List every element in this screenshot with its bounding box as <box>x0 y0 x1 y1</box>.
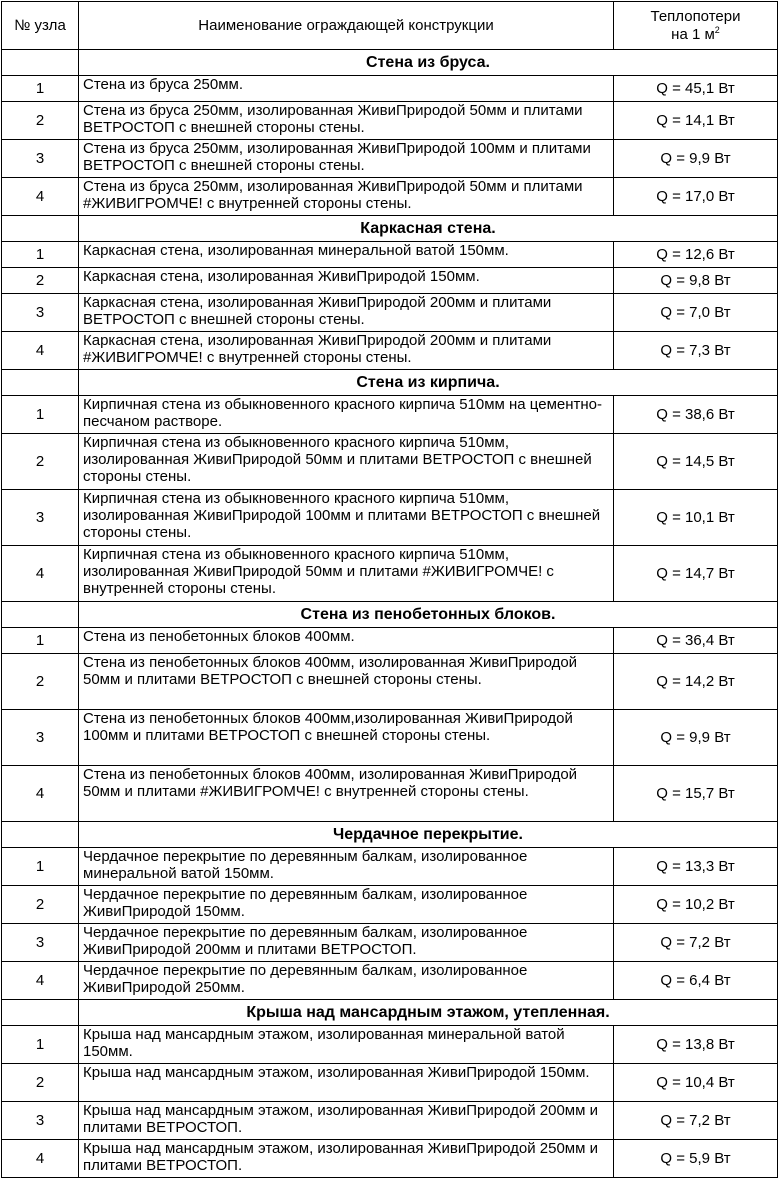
heat-loss-value-cell: Q = 12,6 Вт <box>614 242 778 268</box>
construction-description-cell: Стена из бруса 250мм. <box>79 76 614 102</box>
table-row <box>2 546 778 602</box>
table-row <box>2 766 778 822</box>
section-title: Чердачное перекрытие. <box>79 822 778 848</box>
header-node-number: № узла <box>2 2 79 50</box>
heat-loss-value-cell: Q = 9,8 Вт <box>614 268 778 294</box>
node-number-cell: 3 <box>2 710 79 766</box>
construction-description-cell: Каркасная стена, изолированная минеральной ватой 150мм. <box>79 242 614 268</box>
table-row <box>2 140 778 178</box>
heat-loss-value-cell: Q = 17,0 Вт <box>614 178 778 216</box>
header-heat-loss-line1: Теплопотери <box>650 7 741 25</box>
section-empty-cell <box>2 822 79 848</box>
table-row <box>2 924 778 962</box>
heat-loss-value-cell: Q = 5,9 Вт <box>614 1140 778 1178</box>
table-row <box>2 1140 778 1178</box>
node-number-cell: 4 <box>2 546 79 602</box>
header-heat-loss-line2 <box>618 26 773 44</box>
node-number-cell: 3 <box>2 1102 79 1140</box>
header-construction-name: Наименование ограждающей конструкции <box>79 2 614 50</box>
table-row <box>2 1064 778 1102</box>
construction-description-cell: Каркасная стена, изолированная ЖивиПриродой 200мм и плитами #ЖИВИГРОМЧЕ! с внутренней стороны стены. <box>79 332 614 370</box>
table-row <box>2 332 778 370</box>
table-row <box>2 1102 778 1140</box>
heat-loss-value-cell: Q = 14,7 Вт <box>614 546 778 602</box>
header-heat-loss <box>614 2 778 50</box>
section-header-row <box>2 1000 778 1026</box>
construction-description-cell: Стена из бруса 250мм, изолированная ЖивиПриродой 100мм и плитами ВЕТРОСТОП с внешней стороны стены. <box>79 140 614 178</box>
header-row <box>2 2 778 50</box>
table-row <box>2 268 778 294</box>
header-heat-loss-unit: на 1 м <box>671 25 715 43</box>
node-number-cell: 4 <box>2 766 79 822</box>
section-header-row <box>2 602 778 628</box>
construction-description-cell: Стена из пенобетонных блоков 400мм. <box>79 628 614 654</box>
construction-description-cell: Кирпичная стена из обыкновенного красного кирпича 510мм на цементно-песчаном растворе. <box>79 396 614 434</box>
construction-description-cell: Стена из бруса 250мм, изолированная ЖивиПриродой 50мм и плитами #ЖИВИГРОМЧЕ! с внутренней стороны стены. <box>79 178 614 216</box>
construction-description-cell: Кирпичная стена из обыкновенного красного кирпича 510мм, изолированная ЖивиПриродой 50мм и плитами ВЕТРОСТОП с внешней стороны стены. <box>79 434 614 490</box>
node-number-cell: 1 <box>2 848 79 886</box>
node-number-cell: 2 <box>2 434 79 490</box>
section-title: Стена из кирпича. <box>79 370 778 396</box>
node-number-cell: 1 <box>2 242 79 268</box>
section-header-row <box>2 216 778 242</box>
heat-loss-value-cell: Q = 7,2 Вт <box>614 924 778 962</box>
node-number-cell: 4 <box>2 178 79 216</box>
heat-loss-value-cell: Q = 38,6 Вт <box>614 396 778 434</box>
construction-description-cell: Стена из пенобетонных блоков 400мм, изолированная ЖивиПриродой 50мм и плитами ВЕТРОСТОП с внешней стороны стены. <box>79 654 614 710</box>
construction-description-cell: Чердачное перекрытие по деревянным балкам, изолированное ЖивиПриродой 150мм. <box>79 886 614 924</box>
heat-loss-value-cell: Q = 7,0 Вт <box>614 294 778 332</box>
section-header-row <box>2 370 778 396</box>
construction-description-cell: Кирпичная стена из обыкновенного красного кирпича 510мм, изолированная ЖивиПриродой 50мм и плитами #ЖИВИГРОМЧЕ! с внутренней стороны стены. <box>79 546 614 602</box>
node-number-cell: 1 <box>2 1026 79 1064</box>
table-row <box>2 294 778 332</box>
node-number-cell: 3 <box>2 140 79 178</box>
heat-loss-value-cell: Q = 10,4 Вт <box>614 1064 778 1102</box>
table-row <box>2 434 778 490</box>
node-number-cell: 1 <box>2 76 79 102</box>
heat-loss-value-cell: Q = 45,1 Вт <box>614 76 778 102</box>
heat-loss-value-cell: Q = 13,8 Вт <box>614 1026 778 1064</box>
construction-description-cell: Стена из пенобетонных блоков 400мм, изолированная ЖивиПриродой 50мм и плитами #ЖИВИГРОМЧЕ! с внутренней стороны стены. <box>79 766 614 822</box>
node-number-cell: 2 <box>2 268 79 294</box>
header-heat-loss-exponent: 2 <box>714 24 720 35</box>
construction-description-cell: Крыша над мансардным этажом, изолированная ЖивиПриродой 200мм и плитами ВЕТРОСТОП. <box>79 1102 614 1140</box>
construction-description-cell: Кирпичная стена из обыкновенного красного кирпича 510мм, изолированная ЖивиПриродой 100мм и плитами ВЕТРОСТОП с внешней стороны стены. <box>79 490 614 546</box>
construction-description-cell: Чердачное перекрытие по деревянным балкам, изолированное ЖивиПриродой 200мм и плитами ВЕТРОСТОП. <box>79 924 614 962</box>
section-header-row <box>2 822 778 848</box>
table-row <box>2 490 778 546</box>
node-number-cell: 1 <box>2 396 79 434</box>
heat-loss-value-cell: Q = 36,4 Вт <box>614 628 778 654</box>
heat-loss-value-cell: Q = 15,7 Вт <box>614 766 778 822</box>
table-row <box>2 102 778 140</box>
node-number-cell: 4 <box>2 1140 79 1178</box>
section-title: Крыша над мансардным этажом, утепленная. <box>79 1000 778 1026</box>
table-row <box>2 848 778 886</box>
heat-loss-value-cell: Q = 13,3 Вт <box>614 848 778 886</box>
node-number-cell: 4 <box>2 332 79 370</box>
node-number-cell: 2 <box>2 654 79 710</box>
heat-loss-value-cell: Q = 9,9 Вт <box>614 140 778 178</box>
table-row <box>2 710 778 766</box>
table-row <box>2 962 778 1000</box>
section-title: Стена из бруса. <box>79 50 778 76</box>
node-number-cell: 2 <box>2 1064 79 1102</box>
table-row <box>2 628 778 654</box>
construction-description-cell: Стена из пенобетонных блоков 400мм,изолированная ЖивиПриродой 100мм и плитами ВЕТРОСТОП с внешней стороны стены. <box>79 710 614 766</box>
table-row <box>2 76 778 102</box>
node-number-cell: 2 <box>2 886 79 924</box>
heat-loss-value-cell: Q = 10,2 Вт <box>614 886 778 924</box>
construction-description-cell: Крыша над мансардным этажом, изолированная минеральной ватой 150мм. <box>79 1026 614 1064</box>
section-empty-cell <box>2 602 79 628</box>
construction-description-cell: Каркасная стена, изолированная ЖивиПриродой 150мм. <box>79 268 614 294</box>
heat-loss-value-cell: Q = 7,3 Вт <box>614 332 778 370</box>
section-empty-cell <box>2 370 79 396</box>
construction-description-cell: Чердачное перекрытие по деревянным балкам, изолированное минеральной ватой 150мм. <box>79 848 614 886</box>
table-row <box>2 886 778 924</box>
table-row <box>2 654 778 710</box>
node-number-cell: 4 <box>2 962 79 1000</box>
heat-loss-value-cell: Q = 14,2 Вт <box>614 654 778 710</box>
table-row <box>2 396 778 434</box>
table-row <box>2 1026 778 1064</box>
section-empty-cell <box>2 50 79 76</box>
heat-loss-value-cell: Q = 10,1 Вт <box>614 490 778 546</box>
node-number-cell: 3 <box>2 924 79 962</box>
section-title: Стена из пенобетонных блоков. <box>79 602 778 628</box>
heat-loss-value-cell: Q = 7,2 Вт <box>614 1102 778 1140</box>
construction-description-cell: Чердачное перекрытие по деревянным балкам, изолированное ЖивиПриродой 250мм. <box>79 962 614 1000</box>
section-empty-cell <box>2 216 79 242</box>
heat-loss-value-cell: Q = 9,9 Вт <box>614 710 778 766</box>
construction-description-cell: Стена из бруса 250мм, изолированная ЖивиПриродой 50мм и плитами ВЕТРОСТОП с внешней стороны стены. <box>79 102 614 140</box>
node-number-cell: 3 <box>2 294 79 332</box>
section-empty-cell <box>2 1000 79 1026</box>
heat-loss-table <box>1 1 778 1178</box>
construction-description-cell: Крыша над мансардным этажом, изолированная ЖивиПриродой 250мм и плитами ВЕТРОСТОП. <box>79 1140 614 1178</box>
section-title: Каркасная стена. <box>79 216 778 242</box>
table-row <box>2 178 778 216</box>
node-number-cell: 2 <box>2 102 79 140</box>
heat-loss-value-cell: Q = 14,1 Вт <box>614 102 778 140</box>
construction-description-cell: Каркасная стена, изолированная ЖивиПриродой 200мм и плитами ВЕТРОСТОП с внешней стороны стены. <box>79 294 614 332</box>
node-number-cell: 3 <box>2 490 79 546</box>
section-header-row <box>2 50 778 76</box>
table-body <box>2 50 778 1178</box>
table-row <box>2 242 778 268</box>
construction-description-cell: Крыша над мансардным этажом, изолированная ЖивиПриродой 150мм. <box>79 1064 614 1102</box>
heat-loss-value-cell: Q = 14,5 Вт <box>614 434 778 490</box>
heat-loss-value-cell: Q = 6,4 Вт <box>614 962 778 1000</box>
node-number-cell: 1 <box>2 628 79 654</box>
